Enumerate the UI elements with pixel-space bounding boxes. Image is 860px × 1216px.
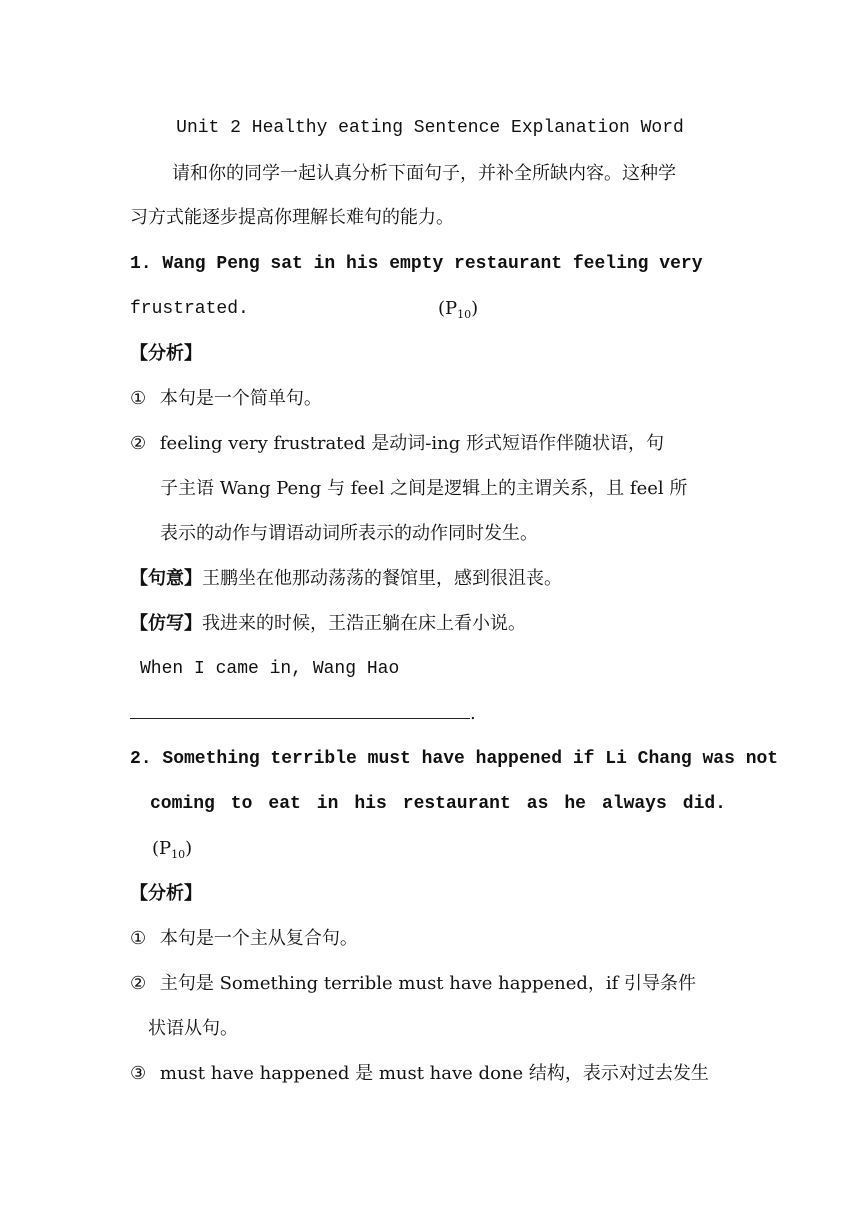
word: restaurant [402, 794, 511, 814]
page-ref-close: ) [185, 838, 193, 859]
imitate-1 [130, 612, 526, 636]
s1-point-2 [130, 432, 664, 456]
sentence-2-line-1: 2. Something terrible must have happened if Li Chang was not [130, 749, 779, 769]
meaning-heading: 【句意】 [130, 568, 202, 589]
intro-line-1: 请和你的同学一起认真分析下面句子，并补全所缺内容。这种学 [172, 163, 676, 184]
point-marker: ① [130, 388, 147, 409]
sentence-2-page-ref [152, 837, 192, 863]
s1-point-2-line-2: 子主语 Wang Peng 与 feel 之间是逻辑上的主谓关系，且 feel 所 [160, 478, 688, 499]
page-ref-open: (P [152, 838, 172, 859]
point-text: feeling very frustrated 是动词-ing 形式短语作伴随状语，句 [159, 433, 664, 454]
s1-point-2-line-3: 表示的动作与谓语动词所表示的动作同时发生。 [160, 523, 538, 544]
point-marker: ② [130, 973, 147, 994]
intro-line-2: 习方式能逐步提高你理解长难句的能力。 [130, 207, 454, 228]
word: eat [268, 794, 301, 814]
s2-point-3 [130, 1062, 709, 1086]
meaning-1 [130, 567, 562, 591]
sentence-2-line-2 [150, 792, 726, 816]
point-text: must have happened 是 must have done 结构，表示对过去发生 [159, 1063, 709, 1084]
imitate-text: 我进来的时候，王浩正躺在床上看小说。 [202, 613, 526, 634]
word: always [601, 794, 667, 814]
page-ref-number: 10 [457, 308, 472, 321]
word: he [564, 794, 586, 814]
word: to [230, 794, 253, 814]
s2-point-2 [130, 972, 696, 996]
point-marker: ② [130, 433, 147, 454]
s2-point-1 [130, 927, 358, 951]
word: in [316, 794, 339, 814]
sentence-1-line-1: 1. Wang Peng sat in his empty restaurant feeling very [130, 254, 703, 274]
page-ref-close: ) [471, 298, 479, 319]
imitate-prompt: When I came in, Wang Hao [140, 659, 400, 679]
word: his [354, 794, 387, 814]
s1-point-1 [130, 387, 322, 411]
page-title: Unit 2 Healthy eating Sentence Explanation Word [176, 118, 684, 138]
point-marker: ③ [130, 1063, 147, 1084]
analysis-heading-2: 【分析】 [130, 883, 202, 904]
imitate-heading: 【仿写】 [130, 613, 202, 634]
s2-point-2-line-2: 状语从句。 [148, 1018, 238, 1039]
page-ref-number: 10 [171, 848, 186, 861]
point-text: 本句是一个简单句。 [159, 388, 322, 409]
point-text: 主句是 Something terrible must have happened，if 引导条件 [159, 973, 697, 994]
word: coming [150, 794, 215, 814]
word: as [526, 794, 549, 814]
answer-blank-period: . [470, 703, 476, 724]
word: did. [682, 794, 726, 814]
meaning-text: 王鹏坐在他那动荡荡的餐馆里，感到很沮丧。 [202, 568, 562, 589]
page-ref-open: (P [438, 298, 458, 319]
answer-blank-row [130, 700, 476, 726]
point-text: 本句是一个主从复合句。 [159, 928, 358, 949]
analysis-heading-1: 【分析】 [130, 343, 202, 364]
sentence-1-line-2: frustrated. [130, 299, 249, 319]
point-marker: ① [130, 928, 147, 949]
sentence-1-page-ref [438, 297, 478, 323]
answer-blank[interactable] [130, 700, 470, 719]
